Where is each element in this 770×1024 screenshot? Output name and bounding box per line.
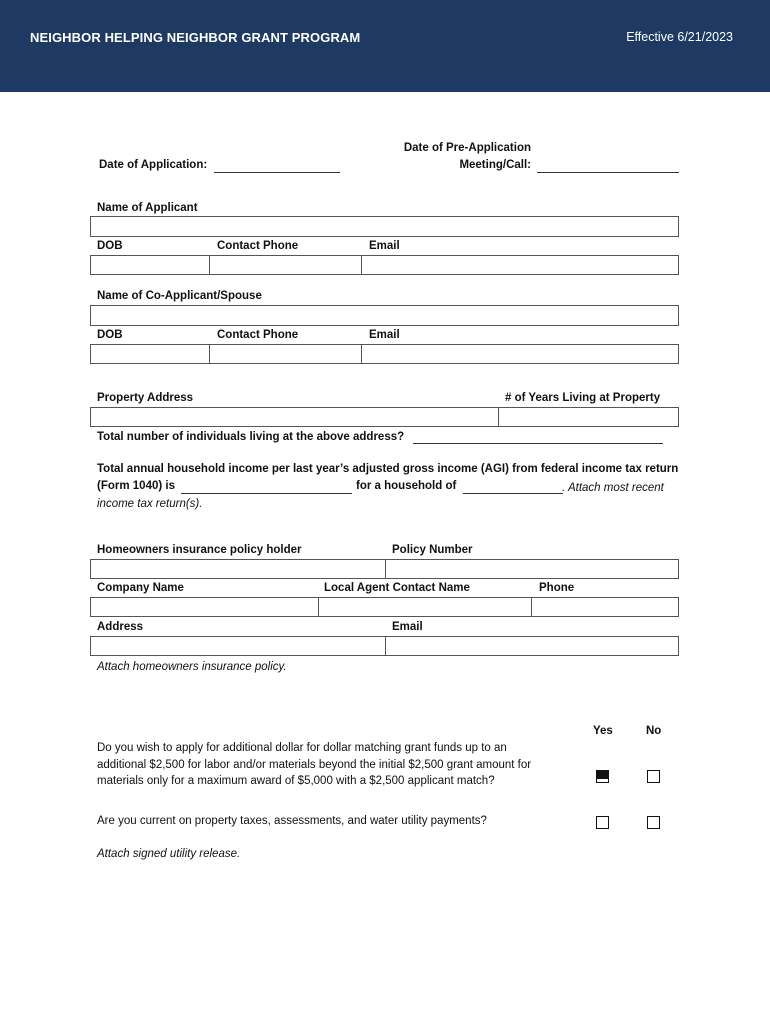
insurance-address-label: Address (97, 621, 144, 633)
insurance-phone-label: Phone (539, 582, 575, 594)
years-at-property-field[interactable] (498, 407, 679, 427)
insurance-email-field[interactable] (385, 636, 679, 656)
coapplicant-name-label: Name of Co-Applicant/Spouse (97, 290, 262, 302)
applicant-name-field[interactable] (90, 216, 679, 237)
local-agent-label: Local Agent Contact Name (324, 582, 470, 594)
applicant-email-field[interactable] (361, 255, 679, 275)
property-address-field[interactable] (90, 407, 499, 427)
applicant-dob-label: DOB (97, 240, 123, 252)
applicant-email-label: Email (369, 240, 400, 252)
individuals-count-label: Total number of individuals living at the above address? (97, 431, 405, 443)
property-address-label: Property Address (97, 392, 194, 404)
page-title: NEIGHBOR HELPING NEIGHBOR GRANT PROGRAM (30, 30, 361, 45)
coapplicant-dob-field[interactable] (90, 344, 210, 364)
question1-line3: materials only for a maximum award of $5,000 with a $2,500 applicant match? (97, 775, 495, 787)
household-income-field[interactable] (181, 493, 352, 494)
question1-no-checkbox[interactable] (647, 770, 660, 783)
years-at-property-label: # of Years Living at Property (505, 392, 661, 404)
income-attach-note: . Attach most recent (562, 482, 664, 494)
coapplicant-dob-label: DOB (97, 329, 123, 341)
effective-date: Effective 6/21/2023 (626, 30, 733, 44)
policy-holder-field[interactable] (90, 559, 386, 579)
no-column-label: No (646, 725, 662, 737)
insurance-email-label: Email (392, 621, 423, 633)
header-band (0, 0, 770, 92)
date-of-application-label: Date of Application: (99, 159, 208, 171)
question2-text: Are you current on property taxes, assessments, and water utility payments? (97, 815, 487, 827)
yes-column-label: Yes (593, 725, 613, 737)
preapp-date-label-line2: Meeting/Call: (459, 159, 531, 171)
applicant-name-label: Name of Applicant (97, 202, 198, 214)
individuals-count-field[interactable] (413, 443, 663, 444)
utility-release-note: Attach signed utility release. (97, 848, 241, 860)
insurance-address-field[interactable] (90, 636, 386, 656)
policy-holder-label: Homeowners insurance policy holder (97, 544, 302, 556)
coapplicant-name-field[interactable] (90, 305, 679, 326)
insurance-company-label: Company Name (97, 582, 184, 594)
policy-number-label: Policy Number (392, 544, 473, 556)
coapplicant-phone-label: Contact Phone (217, 329, 299, 341)
date-of-application-field[interactable] (214, 172, 340, 173)
applicant-dob-field[interactable] (90, 255, 210, 275)
income-text-line2-start: (Form 1040) is (97, 480, 175, 492)
question1-line1: Do you wish to apply for additional dollar for dollar matching grant funds up to an (97, 742, 507, 754)
question1-yes-checkbox[interactable] (596, 770, 609, 783)
household-size-field[interactable] (463, 493, 563, 494)
income-attach-note-cont: income tax return(s). (97, 498, 203, 510)
policy-number-field[interactable] (385, 559, 679, 579)
question2-no-checkbox[interactable] (647, 816, 660, 829)
coapplicant-email-field[interactable] (361, 344, 679, 364)
question2-yes-checkbox[interactable] (596, 816, 609, 829)
income-text-household-of: for a household of (356, 480, 457, 492)
insurance-phone-field[interactable] (531, 597, 679, 617)
applicant-phone-label: Contact Phone (217, 240, 299, 252)
question1-line2: additional $2,500 for labor and/or materials beyond the initial $2,500 grant amount for (97, 759, 532, 771)
insurance-attach-note: Attach homeowners insurance policy. (97, 661, 287, 673)
coapplicant-phone-field[interactable] (209, 344, 362, 364)
local-agent-field[interactable] (318, 597, 532, 617)
coapplicant-email-label: Email (369, 329, 400, 341)
preapp-date-label-line1: Date of Pre-Application (403, 142, 531, 154)
applicant-phone-field[interactable] (209, 255, 362, 275)
income-text-line1: Total annual household income per last year’s adjusted gross income (AGI) from federal income tax return (97, 463, 679, 475)
preapp-date-field[interactable] (537, 172, 679, 173)
insurance-company-field[interactable] (90, 597, 319, 617)
